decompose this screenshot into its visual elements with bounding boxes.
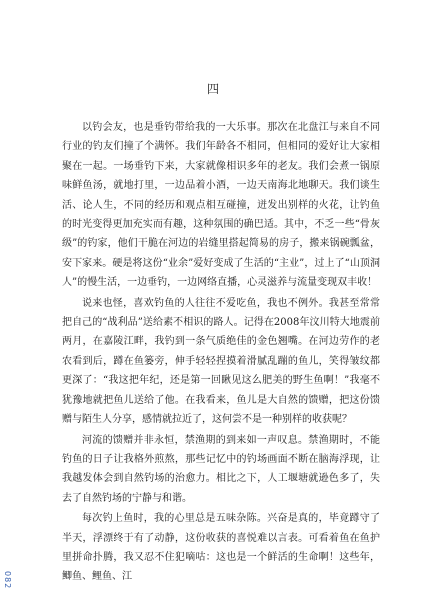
chapter-title: 四 (206, 82, 220, 96)
page-number: 082 (3, 570, 12, 589)
paragraph: 说来也怪，喜欢钓鱼的人往往不爱吃鱼，我也不例外。我甚至常常把自己的“战利品”送给素不相识的路人。记得在2008年汶川特大地震前两月，在嘉陵江畔，我钓到一条气质绝佳的金色翘嘴。在河边劳作的老农看到后，蹲在鱼篓旁，伸手轻轻捏摸着滑腻乱蹦的鱼儿，笑得皱纹都更深了：“我这把年纪，还是第一回瞅见这么肥美的野生鱼啊！”我毫不犹豫地就把鱼儿送给了他。在我看来，鱼儿是大自然的馈赠，把这份馈赠与陌生人分享，感情就拉近了，这何尝不是一种别样的收获呢？ (62, 297, 380, 426)
paragraph: 每次钓上鱼时，我的心里总是五味杂陈。兴奋是真的，毕竟蹲守了半天，浮漂终于有了动静，这份收获的喜悦难以言表。可看着鱼在鱼护里拼命扑腾，我又忍不住犯嘀咕：这也是一个鲜活的生命啊！这些年，鲫鱼、鲤鱼、江 (62, 513, 380, 583)
paragraph: 以钓会友，也是垂钓带给我的一大乐事。那次在北盘江与来自不同行业的钓友们撞了个满怀。我们年龄各不相同，但相同的爱好让大家相聚在一起。一场垂钓下来，大家就像相识多年的老友。我们会煮一锅原味鲜鱼汤，就地打里，一边品着小酒，一边天南海北地聊天。我们谈生活、论人生，不同的经历和观点相互碰撞，迸发出别样的火花，让钓鱼的时光变得更加充实而有趣，这种氛围的确巴适。其中，不乏一些“骨灰级”的钓家，他们干脆在河边的岩缝里搭起简易的房子，搬来锅碗瓢盆，安下家来。硬是将这份“业余”爱好变成了生活的“主业”，过上了“山顶洞人”的慢生活，一边垂钓，一边网络直播，心灵滋养与流量变现双丰收！ (62, 122, 380, 289)
paragraph: 河流的馈赠并非永恒，禁渔期的到来如一声叹息。禁渔期时，不能钓鱼的日子让我格外煎熬，那些记忆中的钓场画面不断在脑海浮现，让我越发体会到自然钓场的治愈力。相比之下，人工堰塘就逊色多了，失去了自然钓场的宁静与和谐。 (62, 434, 380, 504)
body-text (62, 118, 380, 587)
